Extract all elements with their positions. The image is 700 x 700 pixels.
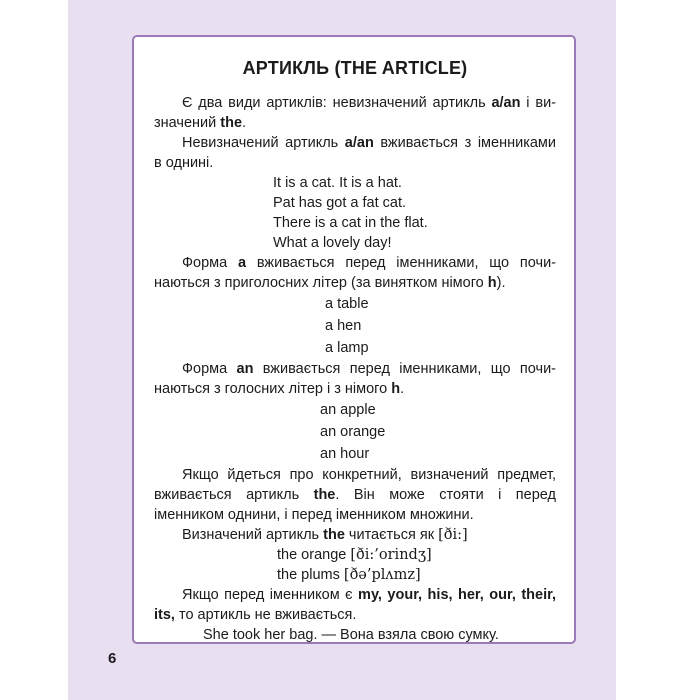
paragraph xyxy=(154,93,556,133)
text-run: наються з голосних літер і з німого xyxy=(154,381,392,397)
text-line xyxy=(154,379,556,399)
text-run: . xyxy=(242,115,247,131)
phonetic-transcription: [ði:] xyxy=(438,527,468,543)
example-block xyxy=(203,625,556,645)
text-line xyxy=(154,605,556,625)
bold-text-run: a/an xyxy=(344,135,374,151)
example-line xyxy=(325,315,556,337)
page-title: АРТИКЛЬ (THE ARTICLE) xyxy=(242,58,468,78)
example-line xyxy=(273,173,556,193)
text-line xyxy=(154,133,556,153)
text-line xyxy=(154,273,556,293)
bold-text-run: h xyxy=(487,275,497,291)
text-run: an orange xyxy=(320,424,386,440)
example-block xyxy=(320,399,556,465)
paragraph xyxy=(154,253,556,293)
text-run: a lamp xyxy=(325,340,369,356)
example-line xyxy=(203,625,556,645)
text-run: значений xyxy=(154,115,221,131)
text-run: то артикль не вживається. xyxy=(174,607,357,623)
text-line xyxy=(154,505,556,525)
example-block xyxy=(325,293,556,359)
text-run: She took her bag. — Вона взяла свою сумку. xyxy=(203,627,499,643)
page-number: 6 xyxy=(108,650,117,667)
text-line xyxy=(154,485,556,505)
text-line xyxy=(154,585,556,605)
phonetic-transcription: [ði:’orindʒ] xyxy=(350,547,432,563)
text-run: вживається артикль xyxy=(154,487,314,503)
text-run: an apple xyxy=(320,402,376,418)
example-block xyxy=(273,173,556,253)
text-run: наються з приголосних літер (за винятком німого xyxy=(154,275,488,291)
content-frame xyxy=(132,35,576,644)
text-run: читається як xyxy=(344,527,439,543)
text-line xyxy=(154,93,556,113)
page-content xyxy=(154,93,556,645)
text-run: вживається з іменниками xyxy=(373,135,556,151)
example-line xyxy=(320,421,556,443)
bold-text-run: its, xyxy=(154,607,175,623)
text-run: There is a cat in the flat. xyxy=(273,215,428,231)
example-line xyxy=(273,233,556,253)
text-run: Форма xyxy=(182,361,237,377)
example-line xyxy=(320,399,556,421)
bold-text-run: a xyxy=(238,255,247,271)
bold-text-run: the xyxy=(323,527,345,543)
text-run: . xyxy=(400,381,405,397)
paragraph xyxy=(154,525,556,545)
bold-text-run: the xyxy=(220,115,243,131)
bold-text-run: the xyxy=(313,487,336,503)
text-run: the orange xyxy=(277,547,351,563)
paragraph xyxy=(154,465,556,525)
bold-text-run: h xyxy=(391,381,401,397)
text-run: Є два види артиклів: невизначений артикль xyxy=(182,95,492,111)
bold-text-run: my, your, his, her, our, their, xyxy=(358,587,556,603)
paragraph xyxy=(154,585,556,625)
text-run: Форма xyxy=(182,255,238,271)
example-line xyxy=(273,213,556,233)
text-run: іменником однини, і перед іменником множини. xyxy=(154,507,474,523)
text-run: Якщо йдеться про конкретний, визначений предмет, xyxy=(182,467,556,483)
bold-text-run: an xyxy=(236,361,254,377)
text-line xyxy=(154,113,556,133)
text-run: a hen xyxy=(325,318,362,334)
text-run: і ви- xyxy=(520,95,556,111)
text-line xyxy=(154,253,556,273)
text-run: Визначений артикль xyxy=(182,527,324,543)
text-run: It is a cat. It is a hat. xyxy=(273,175,402,191)
phonetic-transcription: [ðə’plʌmz] xyxy=(343,567,421,583)
example-line xyxy=(277,545,556,565)
text-run: Якщо перед іменником є xyxy=(182,587,359,603)
paragraph xyxy=(154,133,556,173)
example-line xyxy=(277,565,556,585)
bold-text-run: a/an xyxy=(491,95,521,111)
example-line xyxy=(273,193,556,213)
text-run: вживається перед іменниками, що почи- xyxy=(253,361,556,377)
text-run: a table xyxy=(325,296,369,312)
text-run: an hour xyxy=(320,446,370,462)
text-run: Невизначений артикль xyxy=(182,135,345,151)
text-run: ). xyxy=(496,275,506,291)
paragraph xyxy=(154,359,556,399)
text-line xyxy=(154,359,556,379)
text-line xyxy=(154,153,556,173)
text-line xyxy=(154,465,556,485)
text-run: вживається перед іменниками, що почи- xyxy=(246,255,557,271)
text-run: . Він може стояти і перед xyxy=(335,487,556,503)
example-line xyxy=(325,293,556,315)
text-run: the plums xyxy=(277,567,344,583)
text-run: What a lovely day! xyxy=(273,235,392,251)
text-run: в однині. xyxy=(154,155,214,171)
example-block xyxy=(277,545,556,585)
text-run: Pat has got a fat cat. xyxy=(273,195,406,211)
example-line xyxy=(325,337,556,359)
text-line xyxy=(154,525,556,545)
example-line xyxy=(320,443,556,465)
